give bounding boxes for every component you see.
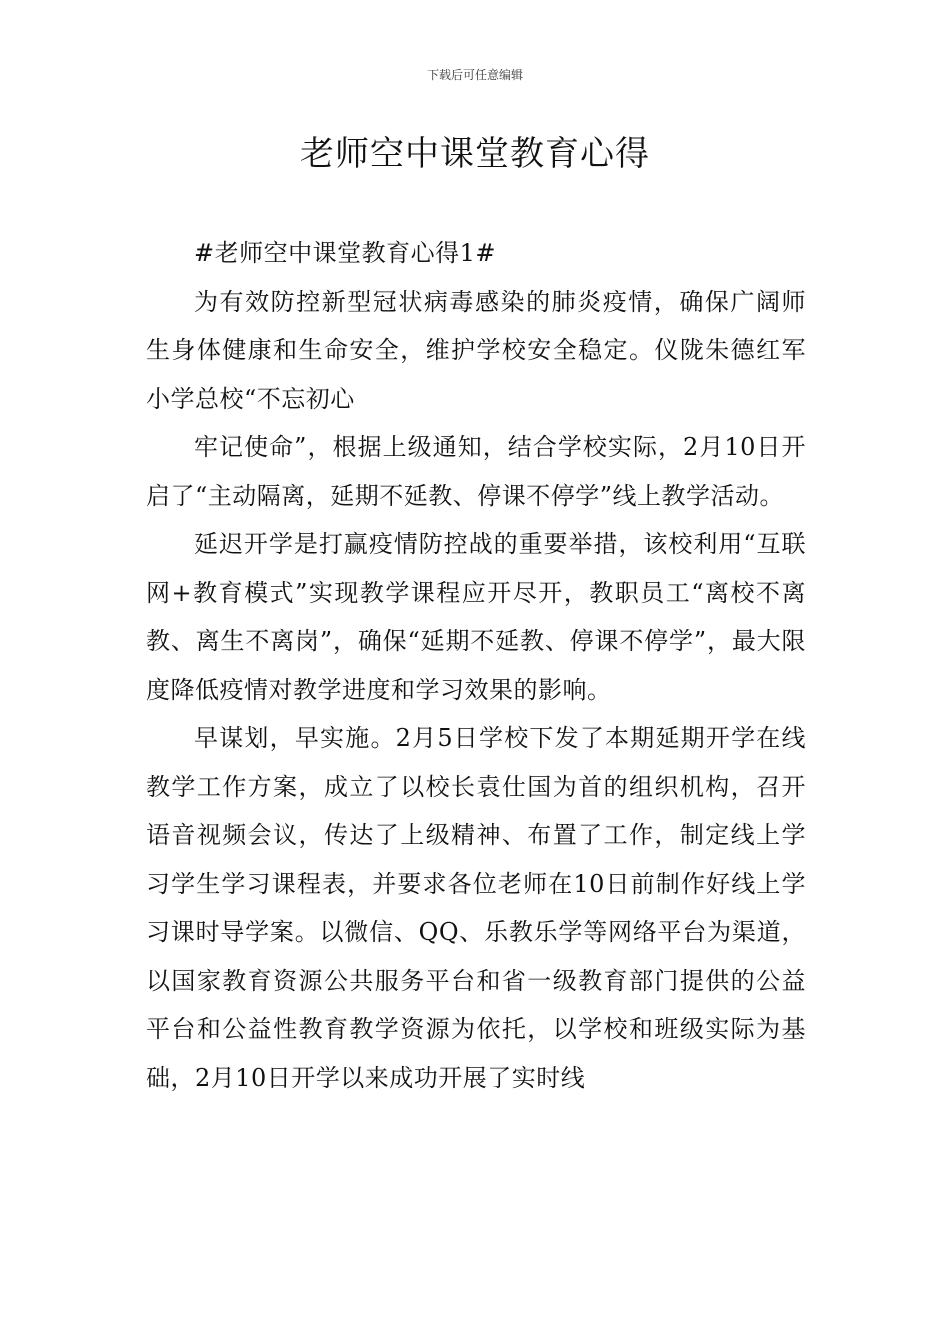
paragraph: 延迟开学是打赢疫情防控战的重要举措，该校利用“互联网+教育模式”实现教学课程应开尽开，教职员工“离校不离教、离生不离岗”，确保“延期不延教、停课不停学”，最大限度降低疫情对教学进度和学习效果的影响。	[146, 530, 806, 704]
document-title: 老师空中课堂教育心得	[300, 134, 650, 174]
paragraph-heading: #老师空中课堂教育心得1#	[194, 239, 496, 267]
paragraph: 牢记使命”，根据上级通知，结合学校实际，2月10日开启了“主动隔离，延期不延教、停课不停学”线上教学活动。	[146, 433, 806, 510]
document-body	[146, 229, 806, 1102]
paragraph: 为有效防控新型冠状病毒感染的肺炎疫情，确保广阔师生身体健康和生命安全，维护学校安全稳定。仪陇朱德红军小学总校“不忘初心	[146, 287, 806, 413]
header-note: 下载后可任意编辑	[426, 68, 523, 82]
paragraph: 早谋划，早实施。2月5日学校下发了本期延期开学在线教学工作方案，成立了以校长袁仕国为首的组织机构，召开语音视频会议，传达了上级精神、布置了工作，制定线上学习学生学习课程表，并要求各位老师在10日前制作好线上学习课时导学案。以微信、QQ、乐教乐学等网络平台为渠道，以国家教育资源公共服务平台和省一级教育部门提供的公益平台和公益性教育教学资源为依托，以学校和班级实际为基础，2月10日开学以来成功开展了实时线	[146, 724, 806, 1092]
